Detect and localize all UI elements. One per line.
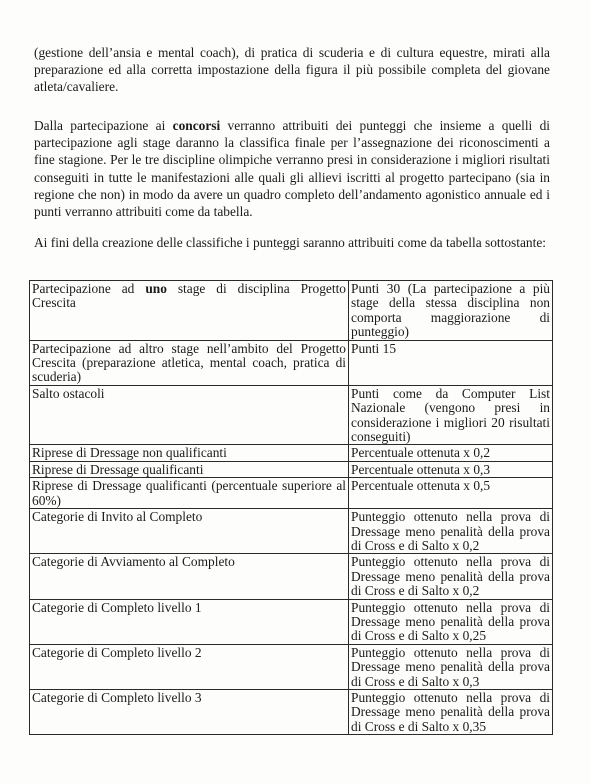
points-cell: Punti 15 <box>349 340 553 385</box>
points-cell: Punteggio ottenuto nella prova di Dressage meno penalità della prova di Cross e di Salto x 0,25 <box>349 599 553 644</box>
activity-text: Partecipazione ad <box>32 281 146 296</box>
activity-cell: Categorie di Invito al Completo <box>30 509 349 554</box>
points-cell: Punteggio ottenuto nella prova di Dressage meno penalità della prova di Cross e di Salto x 0,2 <box>349 554 553 599</box>
points-cell: Punteggio ottenuto nella prova di Dressage meno penalità della prova di Cross e di Salto x 0,35 <box>349 689 553 734</box>
table-row <box>30 599 553 644</box>
table-row <box>30 340 553 385</box>
activity-cell: Riprese di Dressage qualificanti <box>30 461 349 477</box>
points-table <box>29 280 553 735</box>
points-cell: Punti come da Computer List Nazionale (vengono presi in considerazione i migliori 20 risultati conseguiti) <box>349 385 553 445</box>
paragraph-intro-continuation <box>34 44 550 96</box>
paragraph-text: (gestione dell’ansia e mental coach), di pratica di scuderia e di cultura equestre, mirati alla preparazione ed alla corretta impostazione della figura il più possibile completa del giovane atleta/cavaliere. <box>34 45 550 95</box>
points-cell: Punteggio ottenuto nella prova di Dressage meno penalità della prova di Cross e di Salto x 0,2 <box>349 509 553 554</box>
table-row <box>30 689 553 734</box>
activity-cell: Riprese di Dressage qualificanti (percentuale superiore al 60%) <box>30 478 349 509</box>
points-cell: Punteggio ottenuto nella prova di Dressage meno penalità della prova di Cross e di Salto x 0,3 <box>349 644 553 689</box>
table-row <box>30 445 553 461</box>
activity-cell: Partecipazione ad altro stage nell’ambito del Progetto Crescita (preparazione atletica, mental coach, pratica di scuderia) <box>30 340 349 385</box>
table-row <box>30 478 553 509</box>
paragraph-text-start: Dalla partecipazione ai <box>34 118 173 133</box>
points-cell <box>349 281 553 341</box>
bold-word-uno: uno <box>145 281 167 296</box>
activity-cell <box>30 281 349 341</box>
bold-word-concorsi: concorsi <box>172 118 221 133</box>
table-row <box>30 644 553 689</box>
table-row <box>30 385 553 445</box>
points-cell: Percentuale ottenuta x 0,2 <box>349 445 553 461</box>
paragraph-competitions <box>34 117 550 220</box>
activity-text: stage di disciplina Progetto Crescita <box>32 281 346 311</box>
points-text: Punti 30 (La partecipazione a più stage della stessa disciplina non comporta maggiorazione di punteggio) <box>351 281 550 340</box>
activity-cell: Categorie di Completo livello 1 <box>30 599 349 644</box>
table-row <box>30 461 553 477</box>
points-cell: Percentuale ottenuta x 0,5 <box>349 478 553 509</box>
points-cell: Percentuale ottenuta x 0,3 <box>349 461 553 477</box>
activity-cell: Categorie di Completo livello 2 <box>30 644 349 689</box>
table-row <box>30 554 553 599</box>
activity-cell: Categorie di Avviamento al Completo <box>30 554 349 599</box>
activity-cell: Salto ostacoli <box>30 385 349 445</box>
paragraph-table-intro <box>34 234 550 251</box>
activity-cell: Riprese di Dressage non qualificanti <box>30 445 349 461</box>
table-row <box>30 281 553 341</box>
activity-cell: Categorie di Completo livello 3 <box>30 689 349 734</box>
paragraph-text-end: verranno attribuiti dei punteggi che insieme a quelli di partecipazione agli stage daranno la classifica finale per l’assegnazione dei riconoscimenti a fine stagione. Per le tre discipline olimpiche verranno presi in considerazione i migliori risultati conseguiti in tutte le manifestazioni alle quali gli allievi iscritti al progetto partecipano (sia in regione che non) in modo da avere un quadro completo dell’andamento agonistico annuale ed i punti verranno attribuiti come da tabella. <box>34 118 550 220</box>
paragraph-text: Ai fini della creazione delle classifiche i punteggi saranno attribuiti come da tabella sottostante: <box>34 235 547 250</box>
table-row <box>30 509 553 554</box>
